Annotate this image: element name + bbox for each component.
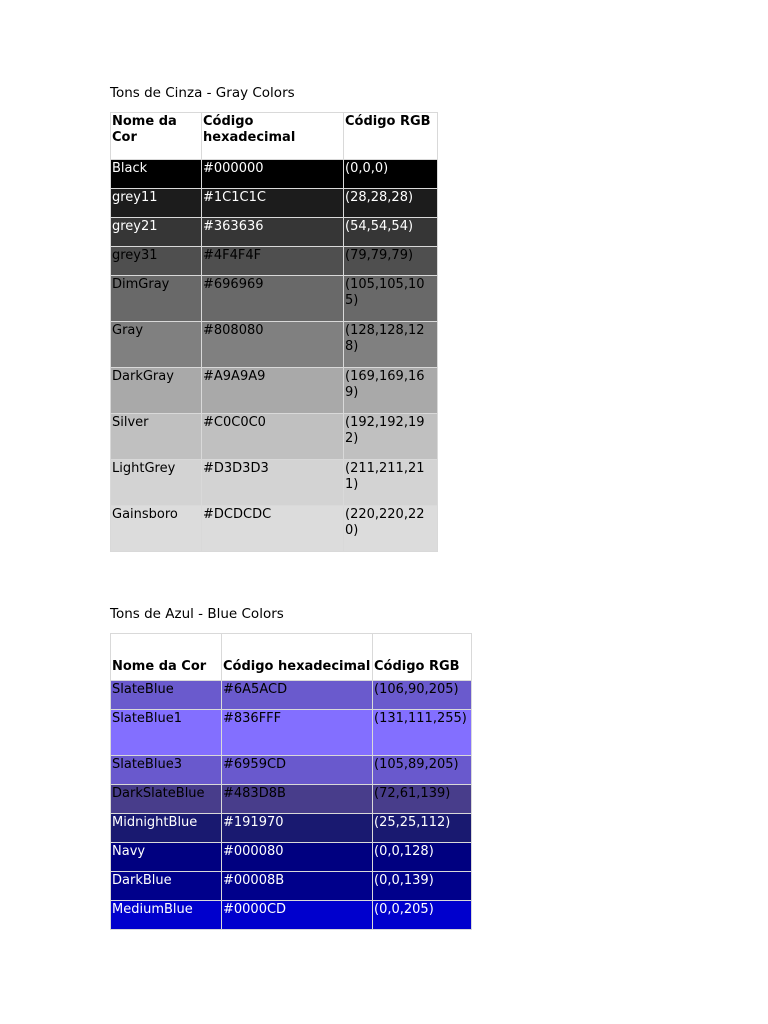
rgb-code-cell: (128,128,128) <box>344 322 438 368</box>
hex-code-cell: #6959CD <box>222 756 373 785</box>
rgb-code-cell: (0,0,128) <box>373 843 472 872</box>
color-name-cell: DimGray <box>111 276 202 322</box>
hex-code-cell: #000080 <box>222 843 373 872</box>
hex-code-cell: #DCDCDC <box>202 506 344 552</box>
color-name-cell: DarkGray <box>111 368 202 414</box>
rgb-code-cell: (169,169,169) <box>344 368 438 414</box>
blue-table-header <box>111 634 472 681</box>
blue-section-title: Tons de Azul - Blue Colors <box>110 606 284 622</box>
hex-code-cell: #191970 <box>222 814 373 843</box>
rgb-code-cell: (79,79,79) <box>344 247 438 276</box>
hex-code-cell: #00008B <box>222 872 373 901</box>
rgb-code-cell: (105,89,205) <box>373 756 472 785</box>
rgb-code-cell: (0,0,0) <box>344 160 438 189</box>
gray-table-header <box>111 113 438 160</box>
table-row <box>111 218 438 247</box>
hex-code-cell: #4F4F4F <box>202 247 344 276</box>
blue-table-body <box>111 681 472 930</box>
hex-code-cell: #483D8B <box>222 785 373 814</box>
table-row <box>111 276 438 322</box>
table-row <box>111 506 438 552</box>
table-row <box>111 460 438 506</box>
hex-code-cell: #A9A9A9 <box>202 368 344 414</box>
color-name-cell: Silver <box>111 414 202 460</box>
table-row <box>111 160 438 189</box>
color-name-cell: SlateBlue1 <box>111 710 222 756</box>
color-name-cell: DarkBlue <box>111 872 222 901</box>
rgb-code-cell: (106,90,205) <box>373 681 472 710</box>
color-name-cell: Gray <box>111 322 202 368</box>
header-hex-code: Código hexadecimal <box>222 634 373 681</box>
color-name-cell: grey11 <box>111 189 202 218</box>
table-row <box>111 756 472 785</box>
hex-code-cell: #0000CD <box>222 901 373 930</box>
rgb-code-cell: (192,192,192) <box>344 414 438 460</box>
hex-code-cell: #836FFF <box>222 710 373 756</box>
color-name-cell: Gainsboro <box>111 506 202 552</box>
color-name-cell: MidnightBlue <box>111 814 222 843</box>
gray-colors-table <box>110 112 438 552</box>
table-row <box>111 322 438 368</box>
header-rgb-code: Código RGB <box>344 113 438 160</box>
table-row <box>111 681 472 710</box>
gray-table-body <box>111 160 438 552</box>
rgb-code-cell: (211,211,211) <box>344 460 438 506</box>
color-name-cell: DarkSlateBlue <box>111 785 222 814</box>
table-row <box>111 872 472 901</box>
header-color-name: Nome da Cor <box>111 634 222 681</box>
color-name-cell: LightGrey <box>111 460 202 506</box>
rgb-code-cell: (54,54,54) <box>344 218 438 247</box>
header-color-name: Nome da Cor <box>111 113 202 160</box>
table-row <box>111 710 472 756</box>
color-name-cell: SlateBlue3 <box>111 756 222 785</box>
hex-code-cell: #000000 <box>202 160 344 189</box>
blue-colors-table <box>110 633 472 930</box>
color-name-cell: grey21 <box>111 218 202 247</box>
header-rgb-code: Código RGB <box>373 634 472 681</box>
color-name-cell: MediumBlue <box>111 901 222 930</box>
rgb-code-cell: (131,111,255) <box>373 710 472 756</box>
hex-code-cell: #363636 <box>202 218 344 247</box>
rgb-code-cell: (25,25,112) <box>373 814 472 843</box>
rgb-code-cell: (72,61,139) <box>373 785 472 814</box>
gray-header-row <box>111 113 438 160</box>
hex-code-cell: #1C1C1C <box>202 189 344 218</box>
color-name-cell: grey31 <box>111 247 202 276</box>
hex-code-cell: #6A5ACD <box>222 681 373 710</box>
table-row <box>111 785 472 814</box>
gray-section-title: Tons de Cinza - Gray Colors <box>110 85 295 101</box>
hex-code-cell: #C0C0C0 <box>202 414 344 460</box>
rgb-code-cell: (28,28,28) <box>344 189 438 218</box>
header-hex-code: Código hexadecimal <box>202 113 344 160</box>
rgb-code-cell: (220,220,220) <box>344 506 438 552</box>
rgb-code-cell: (0,0,205) <box>373 901 472 930</box>
color-name-cell: SlateBlue <box>111 681 222 710</box>
table-row <box>111 843 472 872</box>
table-row <box>111 414 438 460</box>
table-row <box>111 901 472 930</box>
hex-code-cell: #D3D3D3 <box>202 460 344 506</box>
color-name-cell: Black <box>111 160 202 189</box>
hex-code-cell: #696969 <box>202 276 344 322</box>
blue-header-row <box>111 634 472 681</box>
table-row <box>111 247 438 276</box>
table-row <box>111 814 472 843</box>
rgb-code-cell: (0,0,139) <box>373 872 472 901</box>
table-row <box>111 368 438 414</box>
color-name-cell: Navy <box>111 843 222 872</box>
rgb-code-cell: (105,105,105) <box>344 276 438 322</box>
table-row <box>111 189 438 218</box>
hex-code-cell: #808080 <box>202 322 344 368</box>
